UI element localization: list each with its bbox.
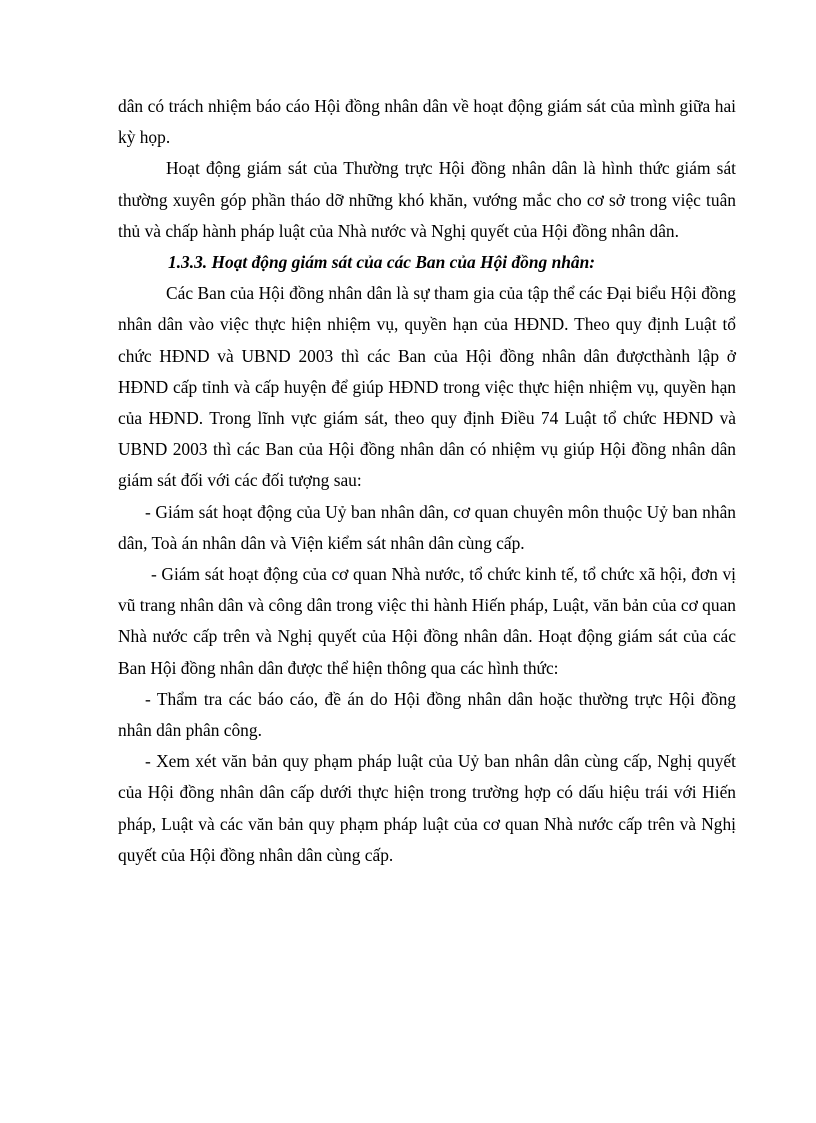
list-item-oversight-people-committee: - Giám sát hoạt động của Uỷ ban nhân dân, cơ quan chuyên môn thuộc Uỷ ban nhân dân, Toà án nhân dân và Viện kiểm sát nhân dân cùng cấp. xyxy=(118,501,736,553)
paragraph-standing-committee: Hoạt động giám sát của Thường trực Hội đồng nhân dân là hình thức giám sát thường xuyên góp phần tháo dỡ những khó khăn, vướng mắc cho cơ sở trong việc tuân thủ và chấp hành pháp luật của Nhà nước và Nghị quyết của Hội đồng nhân dân. xyxy=(118,158,736,241)
document-body xyxy=(118,91,736,871)
section-heading: 1.3.3. Hoạt động giám sát của các Ban của Hội đồng nhân: xyxy=(168,252,596,273)
list-item-review-legal-documents: - Xem xét văn bản quy phạm pháp luật của Uỷ ban nhân dân cùng cấp, Nghị quyết của Hội đồng nhân dân cấp dưới thực hiện trong trường hợp có dấu hiệu trái với Hiến pháp, Luật và các văn bản quy phạm pháp luật của cơ quan Nhà nước cấp trên và Nghị quyết của Hội đồng nhân dân cùng cấp. xyxy=(118,751,736,865)
list-item-oversight-state-agencies: - Giám sát hoạt động của cơ quan Nhà nước, tổ chức kinh tế, tổ chức xã hội, đơn vị vũ trang nhân dân và công dân trong việc thi hành Hiến pháp, Luật, văn bản của cơ quan Nhà nước cấp trên và Nghị quyết của Hội đồng nhân dân. Hoạt động giám sát của các Ban Hội đồng nhân dân được thể hiện thông qua các hình thức: xyxy=(118,564,736,678)
paragraph-committees: Các Ban của Hội đồng nhân dân là sự tham gia của tập thể các Đại biểu Hội đồng nhân dân vào việc thực hiện nhiệm vụ, quyền hạn của HĐND. Theo quy định Luật tổ chức HĐND và UBND 2003 thì các Ban của Hội đồng nhân dân đượcthành lập ở HĐND cấp tỉnh và cấp huyện để giúp HĐND trong việc thực hiện nhiệm vụ, quyền hạn của HĐND. Trong lĩnh vực giám sát, theo quy định Điều 74 Luật tổ chức HĐND và UBND 2003 thì các Ban của Hội đồng nhân dân có nhiệm vụ giúp Hội đồng nhân dân giám sát đối với các đối tượng sau: xyxy=(118,283,736,491)
paragraph-continuation: dân có trách nhiệm báo cáo Hội đồng nhân dân về hoạt động giám sát của mình giữa hai kỳ họp. xyxy=(118,96,736,148)
list-item-review-reports: - Thẩm tra các báo cáo, đề án do Hội đồng nhân dân hoặc thường trực Hội đồng nhân dân phân công. xyxy=(118,688,736,741)
